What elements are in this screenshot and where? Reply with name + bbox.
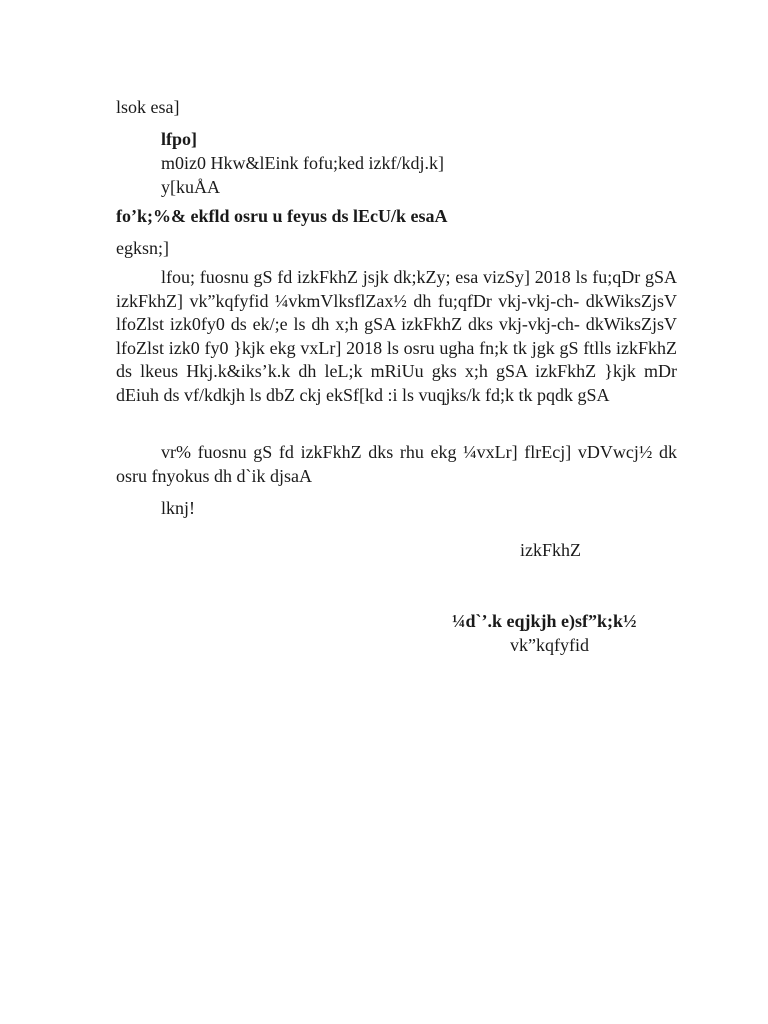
recipient-city: y[kuÅA [161, 177, 220, 197]
body-paragraph-2: vr% fuosnu gS fd izkFkhZ dks rhu ekg ¼vxLr] flrEcj] vDVwcj½ dk osru fnyokus dh d`ik djsaA [116, 442, 677, 486]
signature-label: izkFkhZ [520, 540, 581, 560]
sender-designation: vk”kqfyfid [510, 635, 589, 655]
to-label: lsok esa] [116, 97, 180, 117]
closing: lknj! [161, 498, 195, 518]
salutation: egksn;] [116, 238, 169, 258]
subject-line: fo’k;%& ekfld osru u feyus ds lEcU/k esaA [116, 206, 448, 226]
body-paragraph-1: lfou; fuosnu gS fd izkFkhZ jsjk dk;kZy; esa vizSy] 2018 ls fu;qDr gSA izkFkhZ] vk”kqfyfid ¼vkmVlksflZax½ dh fu;qfDr vkj-vkj-ch- dkWiksZjsV lfoZlst izk0fy0 ds ek/;e ls dh x;h gSA izkFkhZ dks vkj-vkj-ch- dkWiksZjsV lfoZlst izk0 fy0 }kjk ekg vxLr] 2018 ls osru ugha fn;k tk jgk gS ftlls izkFkhZ ds lkeus Hkj.k&iks’k.k dh leL;k mRiUu gks x;h gSA izkFkhZ }kjk mDr dEiuh ds vf/kdkjh ls dbZ ckj ekSf[kd :i ls vuqjks/k fd;k tk pqdk gSA [116, 267, 677, 405]
recipient-title: lfpo] [161, 129, 197, 149]
recipient-organization: m0iz0 Hkw&lEink fofu;ked izkf/kdj.k] [161, 153, 444, 173]
sender-name: ¼d`’.k eqjkjh e)sf”k;k½ [452, 611, 637, 631]
